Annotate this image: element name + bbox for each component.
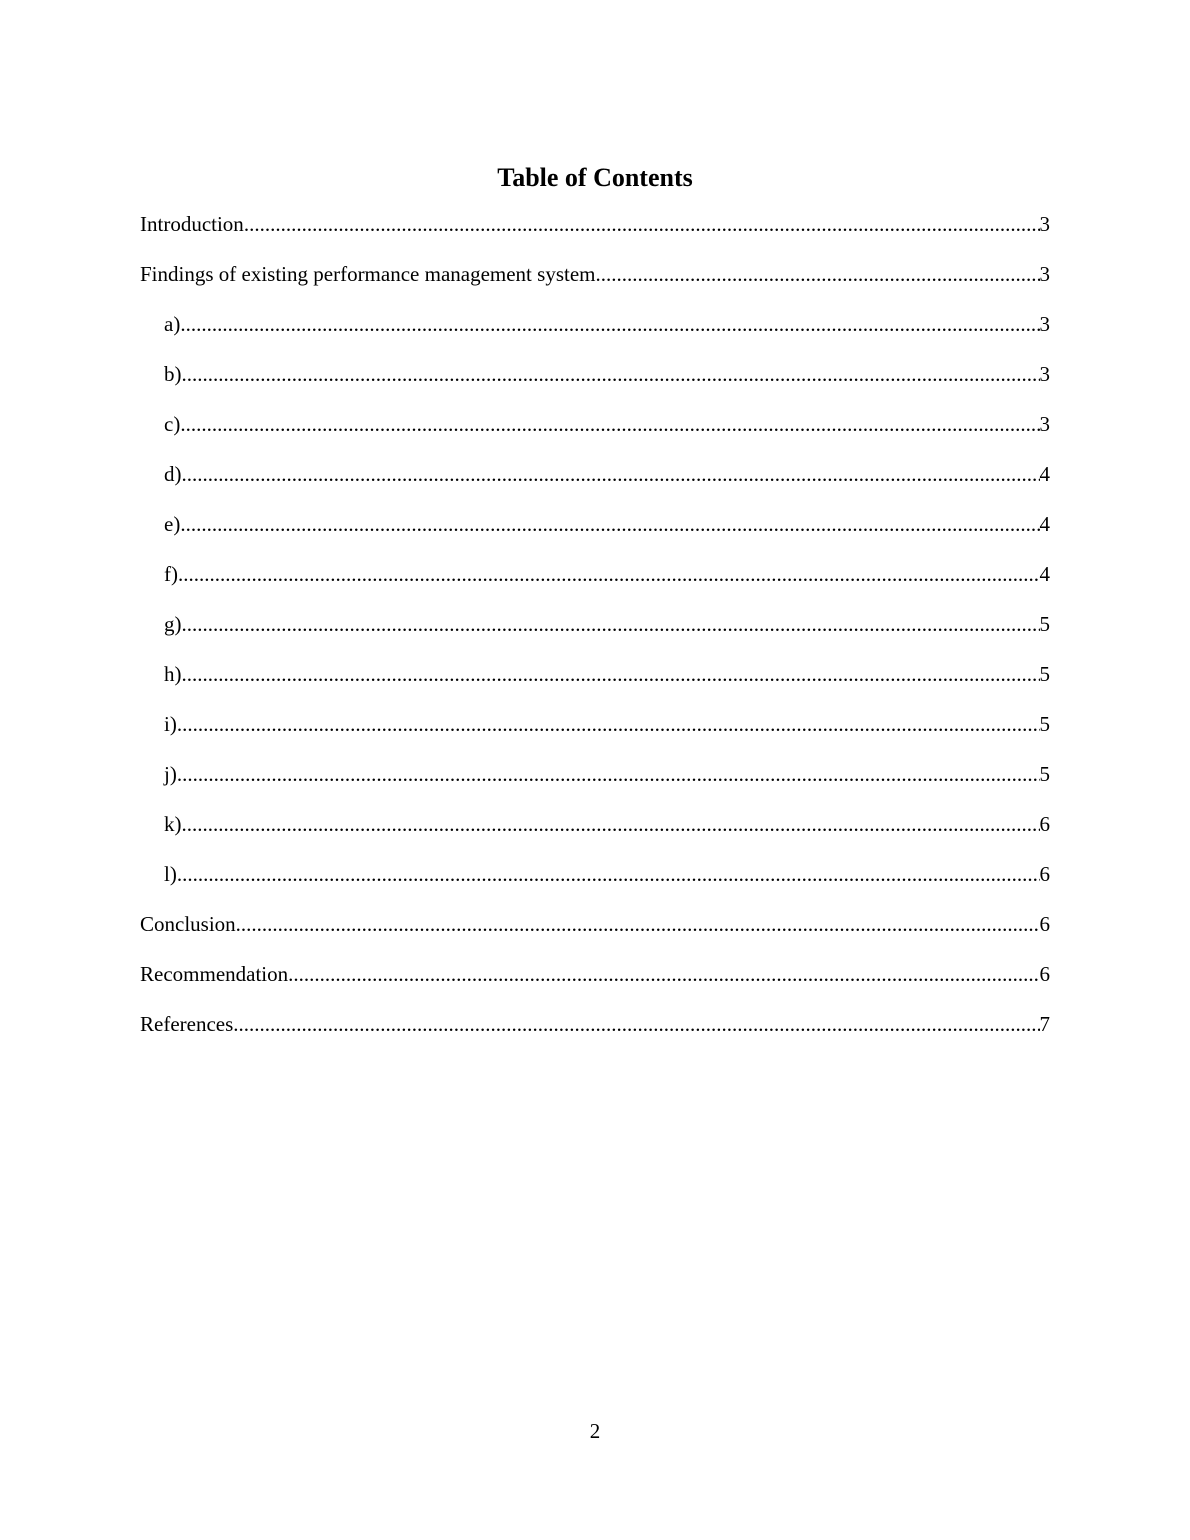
- toc-dot-leader: [595, 259, 1039, 289]
- toc-entry[interactable]: [140, 209, 1050, 259]
- toc-dot-leader: [182, 459, 1040, 489]
- toc-dot-leader: [180, 309, 1039, 339]
- toc-entry[interactable]: [140, 709, 1050, 759]
- toc-title: Table of Contents: [497, 163, 693, 192]
- toc-entry-label: c): [164, 412, 181, 436]
- toc-entry-page: 5: [1039, 662, 1050, 686]
- toc-entry-page: 3: [1039, 362, 1050, 386]
- page-number: 2: [589, 1419, 601, 1443]
- toc-entry[interactable]: [140, 809, 1050, 859]
- toc-entry-page: 5: [1039, 712, 1050, 736]
- toc-entry-label: h): [164, 662, 182, 686]
- toc-entry-page: 4: [1039, 512, 1050, 536]
- toc-entry-page: 7: [1039, 1012, 1050, 1036]
- toc-entry[interactable]: [140, 909, 1050, 959]
- toc-entry[interactable]: [140, 609, 1050, 659]
- toc-entry-page: 4: [1039, 462, 1050, 486]
- toc-dot-leader: [178, 559, 1040, 589]
- toc-entry-label: j): [164, 762, 177, 786]
- toc-entry[interactable]: [140, 759, 1050, 809]
- toc-dot-leader: [244, 209, 1040, 239]
- toc-entry[interactable]: [140, 309, 1050, 359]
- toc-entry-page: 5: [1039, 762, 1050, 786]
- toc-dot-leader: [180, 509, 1039, 539]
- toc-entry-page: 6: [1039, 912, 1050, 936]
- toc-entry-page: 5: [1039, 612, 1050, 636]
- toc-entry-page: 3: [1039, 262, 1050, 286]
- toc-entry[interactable]: [140, 659, 1050, 709]
- toc-entry-page: 6: [1039, 862, 1050, 886]
- toc-entry[interactable]: [140, 359, 1050, 409]
- toc-dot-leader: [182, 359, 1040, 389]
- toc-dot-leader: [233, 1009, 1039, 1039]
- toc-entry-label: g): [164, 612, 182, 636]
- toc-entry[interactable]: [140, 259, 1050, 309]
- toc-entry-label: e): [164, 512, 181, 536]
- toc-entry-label: Conclusion: [140, 912, 236, 936]
- toc-dot-leader: [177, 709, 1040, 739]
- toc-entry[interactable]: [140, 859, 1050, 909]
- toc-entry-page: 6: [1039, 962, 1050, 986]
- toc-entry[interactable]: [140, 1009, 1050, 1059]
- toc-entry[interactable]: [140, 559, 1050, 609]
- toc-entry[interactable]: [140, 959, 1050, 1009]
- toc-entry-label: i): [164, 712, 177, 736]
- toc-dot-leader: [180, 409, 1039, 439]
- toc-entry-page: 3: [1039, 212, 1050, 236]
- toc-entry[interactable]: [140, 459, 1050, 509]
- toc-dot-leader: [182, 659, 1040, 689]
- toc-entry-label: d): [164, 462, 182, 486]
- toc-dot-leader: [177, 759, 1040, 789]
- toc-entry-page: 3: [1039, 312, 1050, 336]
- toc-entry-label: f): [164, 562, 178, 586]
- toc-list: [140, 209, 1050, 1059]
- toc-entry-label: Introduction: [140, 212, 244, 236]
- toc-entry-label: l): [164, 862, 177, 886]
- toc-entry-page: 4: [1039, 562, 1050, 586]
- toc-entry-page: 3: [1039, 412, 1050, 436]
- toc-entry[interactable]: [140, 509, 1050, 559]
- toc-dot-leader: [182, 809, 1040, 839]
- toc-entry[interactable]: [140, 409, 1050, 459]
- toc-dot-leader: [182, 609, 1040, 639]
- toc-entry-label: a): [164, 312, 181, 336]
- toc-dot-leader: [288, 959, 1039, 989]
- toc-entry-label: Recommendation: [140, 962, 289, 986]
- toc-dot-leader: [236, 909, 1040, 939]
- toc-dot-leader: [177, 859, 1040, 889]
- toc-entry-page: 6: [1039, 812, 1050, 836]
- toc-entry-label: Findings of existing performance management system: [140, 262, 596, 286]
- toc-entry-label: b): [164, 362, 182, 386]
- toc-entry-label: k): [164, 812, 182, 836]
- toc-entry-label: References: [140, 1012, 234, 1036]
